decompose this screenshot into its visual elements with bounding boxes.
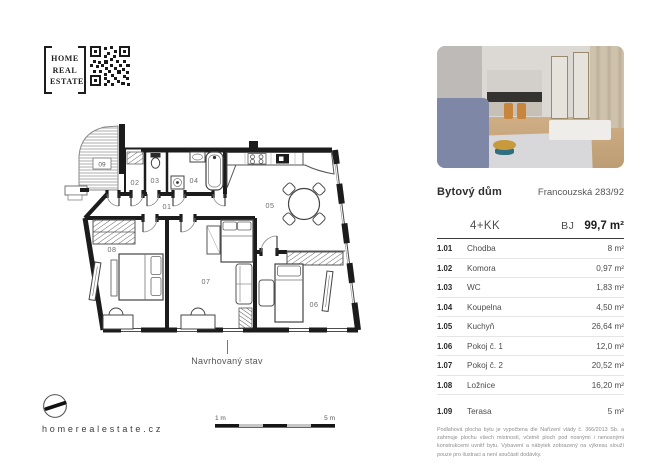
floor-plan — [55, 112, 375, 362]
room-07-furniture — [181, 220, 253, 329]
table-row — [437, 278, 624, 298]
logo-line-1: HOME — [51, 54, 79, 63]
room-name: Pokoj č. 2 — [467, 361, 503, 370]
room-name: Kuchyň — [467, 322, 495, 331]
room-number: 1.01 — [437, 244, 453, 253]
room-label-07: 07 — [201, 277, 211, 286]
terrace-09 — [65, 124, 125, 200]
storage-shelf-02 — [127, 152, 143, 164]
table-row — [437, 317, 624, 337]
scale-start-label: 1 m — [215, 415, 226, 422]
home-real-estate-logo — [44, 46, 86, 94]
room-area: 0,97 m² — [596, 263, 624, 273]
website-link[interactable]: homerealestate.cz — [42, 424, 164, 434]
room-label-05: 05 — [265, 201, 275, 210]
qr-code-icon — [90, 46, 130, 86]
room-06-furniture — [259, 252, 343, 322]
room-area: 4,50 m² — [596, 302, 624, 312]
room-label-06: 06 — [309, 300, 319, 309]
room-name: Komora — [467, 263, 496, 273]
room-number: 1.02 — [437, 263, 453, 273]
room-area: 1,83 m² — [596, 283, 624, 292]
room-label-03: 03 — [150, 176, 160, 185]
info-panel — [437, 46, 624, 459]
property-title: Bytový dům — [437, 186, 502, 198]
room-area: 20,52 m² — [591, 361, 624, 370]
room-area: 16,20 m² — [591, 380, 624, 390]
logo-line-3: ESTATE — [50, 77, 84, 87]
toilet-03 — [151, 153, 161, 168]
unit-code: BJ — [561, 220, 575, 232]
table-row — [437, 356, 624, 376]
room-number: 1.09 — [437, 407, 453, 416]
room-number: 1.03 — [437, 283, 453, 292]
room-number: 1.08 — [437, 380, 453, 390]
caption-tick — [227, 340, 228, 354]
table-row — [437, 298, 624, 318]
plan-caption: Navrhovaný stav — [191, 356, 263, 366]
room-number: 1.06 — [437, 341, 453, 351]
kitchen-05 — [227, 153, 334, 227]
unit-summary-row — [437, 220, 624, 239]
svg-text:09: 09 — [98, 161, 106, 169]
property-address: Francouzská 283/92 — [537, 187, 624, 198]
total-area: 99,7 m² — [584, 220, 624, 232]
room-area: 5 m² — [607, 407, 624, 416]
room-label-08: 08 — [107, 245, 117, 254]
table-row — [437, 402, 624, 421]
room-name: Chodba — [467, 244, 496, 253]
table-row — [437, 376, 624, 396]
room-number: 1.05 — [437, 322, 453, 331]
room-number: 1.07 — [437, 361, 453, 370]
scale-end-label: 5 m — [324, 415, 335, 422]
room-area: 26,64 m² — [591, 322, 624, 331]
compass-icon — [42, 393, 68, 419]
table-row — [437, 239, 624, 259]
room-label-01: 01 — [162, 202, 172, 211]
table-row — [437, 337, 624, 357]
room-table — [437, 239, 624, 421]
room-area: 8 m² — [607, 244, 624, 253]
layout-type: 4+KK — [470, 220, 501, 232]
room-label-04: 04 — [189, 176, 199, 185]
room-name: Terasa — [467, 407, 492, 416]
room-name: Ložnice — [467, 380, 496, 390]
room-name: Pokoj č. 1 — [467, 341, 503, 351]
room-label-02: 02 — [130, 178, 140, 187]
legal-footnote: Podlahová plocha bytu je vypočtena dle Nařízení vlády č. 366/2013 Sb. a zahrnuje plochu všech místností, včetně ploch pod nosnými i nenosnými konstrukcemi uvnitř bytu. Vybavení a nábytek zobrazený na výkresu slouží pouze pro ilustraci a není součástí dodávky. — [437, 426, 624, 458]
scale-bar-segments — [215, 424, 335, 428]
room-area: 12,0 m² — [596, 341, 624, 351]
room-number: 1.04 — [437, 302, 453, 312]
table-row — [437, 259, 624, 279]
room-name: Koupelna — [467, 302, 502, 312]
logo-line-2: REAL — [52, 65, 78, 75]
room-name: WC — [467, 283, 481, 292]
apartment-photo — [437, 46, 624, 168]
scale-bar — [215, 415, 335, 428]
